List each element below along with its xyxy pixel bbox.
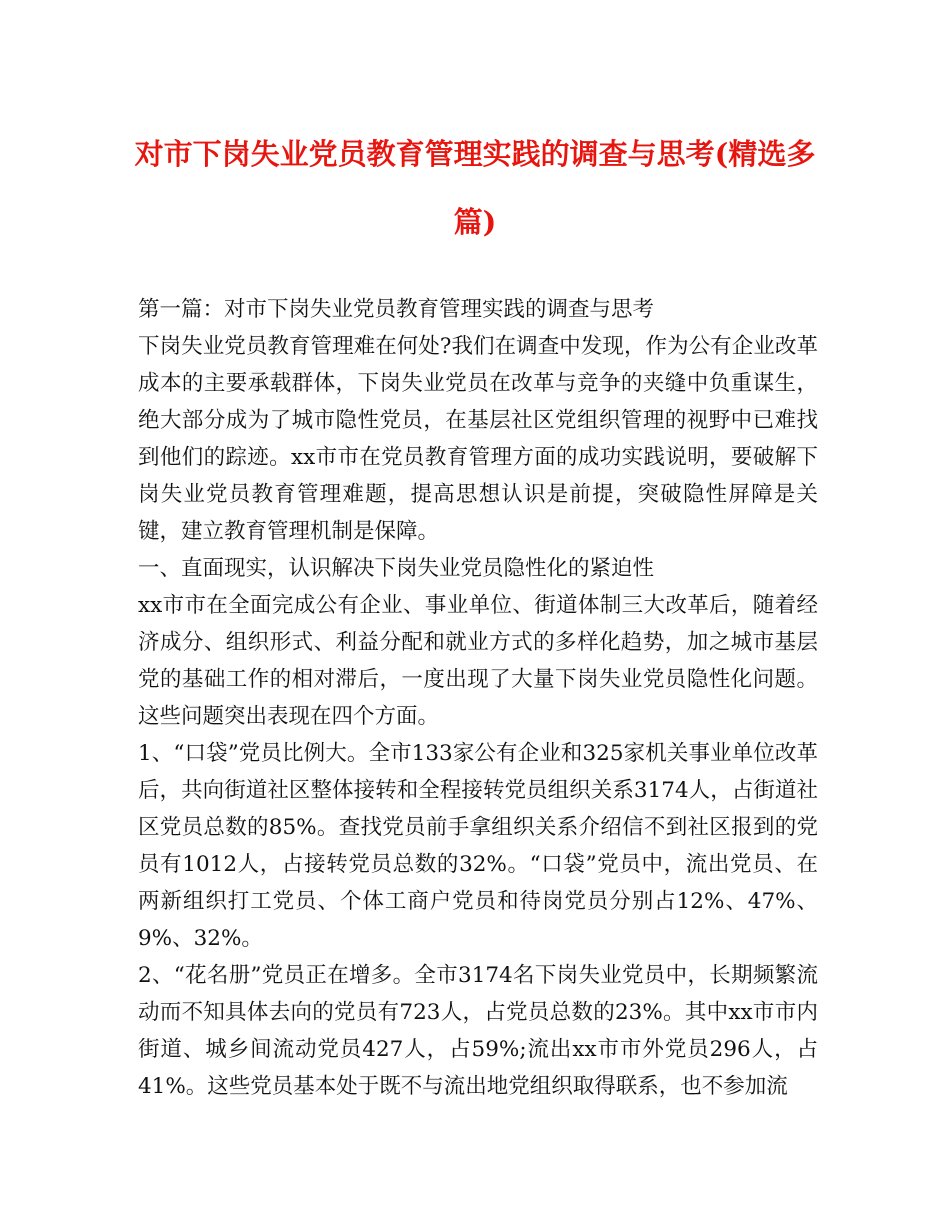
section-heading: 第一篇：对市下岗失业党员教育管理实践的调查与思考: [138, 297, 655, 322]
document-title-line-2: 篇): [453, 205, 497, 239]
paragraph: 1、“口袋”党员比例大。全市133家公有企业和325家机关事业单位改革后，共向街道社区整体接转和全程接转党员组织关系3174人，占街道社区党员总数的85%。查找党员前手拿组织关系介绍信不到社区报到的党员有1012人，占接转党员总数的32%。“口袋”党员中，流出党员、在两新组织打工党员、个体工商户党员和待岗党员分别占12%、47%、9%、32%。: [138, 741, 818, 951]
section-heading: 一、直面现实，认识解决下岗失业党员隐性化的紧迫性: [138, 556, 655, 581]
paragraph: 下岗失业党员教育管理难在何处?我们在调查中发现，作为公有企业改革成本的主要承载群体，下岗失业党员在改革与竞争的夹缝中负重谋生，绝大部分成为了城市隐性党员，在基层社区党组织管理的视野中已难找到他们的踪迹。xx市市在党员教育管理方面的成功实践说明，要破解下岗失业党员教育管理难题，提高思想认识是前提，突破隐性屏障是关键，建立教育管理机制是保障。: [138, 334, 818, 544]
paragraph: xx市市在全面完成公有企业、事业单位、街道体制三大改革后，随着经济成分、组织形式、利益分配和就业方式的多样化趋势，加之城市基层党的基础工作的相对滞后，一度出现了大量下岗失业党员隐性化问题。这些问题突出表现在四个方面。: [138, 593, 818, 729]
document-title-line-1: 对市下岗失业党员教育管理实践的调查与思考(精选多: [134, 137, 816, 171]
paragraph: 2、“花名册”党员正在增多。全市3174名下岗失业党员中，长期频繁流动而不知具体去向的党员有723人，占党员总数的23%。其中xx市市内街道、城乡间流动党员427人，占59%;流出xx市市外党员296人，占41%。这些党员基本处于既不与流出地党组织取得联系，也不参加流: [138, 963, 818, 1099]
document-body: [138, 291, 818, 1105]
